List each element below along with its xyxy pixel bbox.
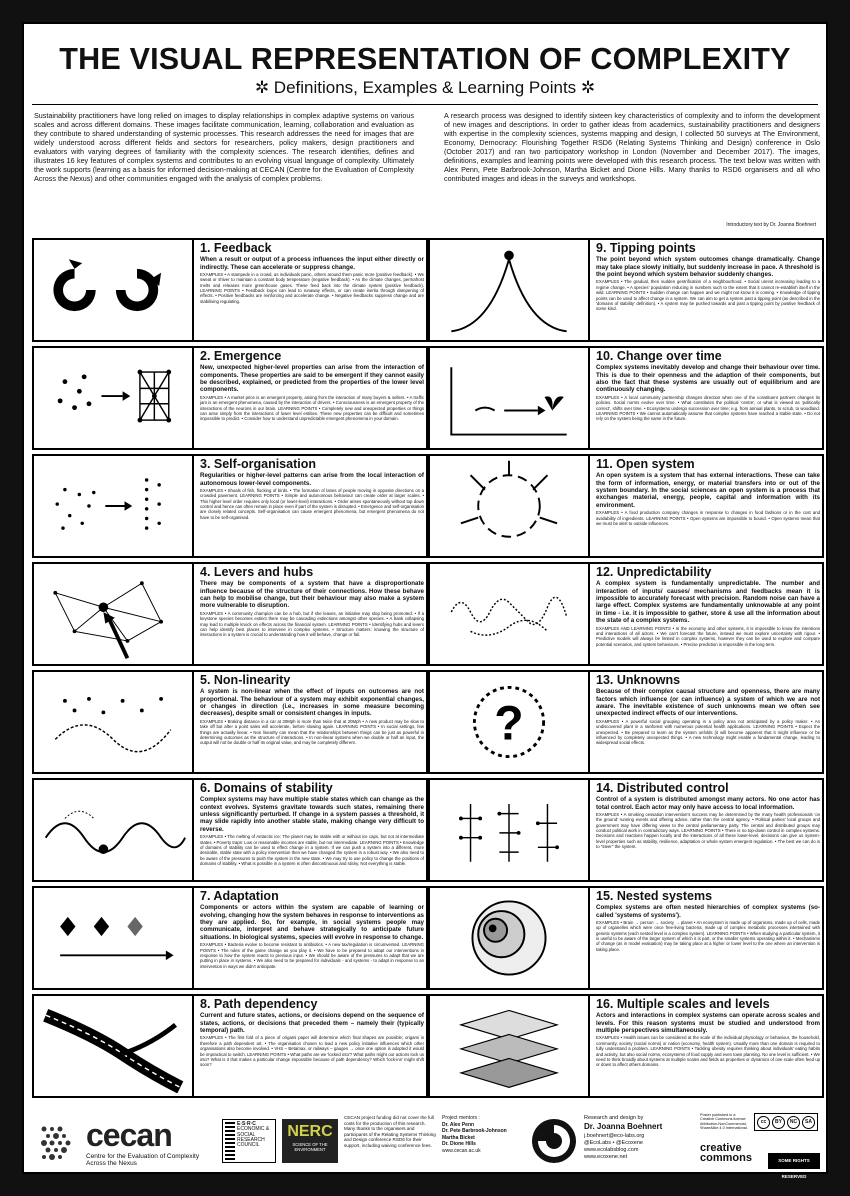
poster [22, 22, 828, 1179]
feature-examples: EXAMPLES AND LEARNING POINTS • In the economy and other systems, it is impossible to know the intentions and interactions of all actors. • We can't forecast the future, instead we must explore uncertainty with rigour. • Predictive models will always be limited in complex systems, however they can be used to explore and compare potential scenarios, and system behaviours. • Precise prediction is impossible in the long term. [596, 625, 820, 647]
feature-text [200, 890, 424, 986]
esrc-logo [222, 1119, 276, 1163]
feature-examples: EXAMPLES • Shoals of fish, flocking of birds. • The formation of lanes of people moving in opposite directions on a crowded pavement. LEARNING POINTS • Simple and autonomous behaviour can create order at larger scales. • This higher level order requires only local (or lower-level) interactions. • Order arises spontaneously without top down control and hence can often remain in place even if part of the system is disrupted. • Emergence and self-organisation are closely related concepts. Self-organisation can cause emergent phenomena, but emergent phenomena do not have to be self-organised. [200, 488, 424, 520]
feature-diagram-icon [34, 348, 192, 448]
feature-card [32, 238, 428, 342]
feature-title: 2. Emergence [200, 349, 282, 363]
nerc-subtitle: SCIENCE OF THE ENVIRONMENT [292, 1142, 328, 1152]
mentors-label: Project mentors : [442, 1115, 480, 1121]
feature-title: 12. Unpredictability [596, 565, 712, 579]
feature-illustration [430, 240, 590, 340]
feature-title: 7. Adaptation [200, 889, 279, 903]
feature-title: 1. Feedback [200, 241, 272, 255]
feature-definition: New, unexpected higher-level properties can arise from the interaction of components. These properties are said to be emergent if they cannot easily be described, explained, or predicted from the properties of the lower level components. [200, 364, 424, 394]
mentors [442, 1115, 522, 1154]
feature-text [596, 782, 820, 878]
feature-definition: Complex systems are often nested hierarchies of complex systems (so-called 'systems of systems'). [596, 904, 820, 919]
feature-card [428, 778, 824, 882]
feature-illustration [34, 672, 194, 772]
feature-diagram-icon [34, 456, 192, 556]
cc-sa-icon: SA [802, 1116, 815, 1129]
feature-diagram-icon [34, 672, 192, 772]
feature-text [200, 998, 424, 1094]
feature-title: 14. Distributed control [596, 781, 729, 795]
feature-card [428, 238, 824, 342]
feature-examples: EXAMPLES • Bacteria evolve to become resistant to antibiotics. • A new tax/regulation is circumvented. LEARNING POINTS • The rules of the game change as you play it. • We have to be prepared to adapt our interventions in response to how the system reacts to previous input. • We should be aware of the pressures to adapt that we are putting in place in systems. • We also need to be prepared for individuals - and systems - to adapt in response to an intervention in ways we didn't anticipate. [200, 942, 424, 969]
feature-examples: EXAMPLES • A community champion can be a hub, but if she leaves, an initiative may stop being promoted. • If a keystone species becomes extinct there may be cascading extinctions amongst other species. • A bank collapsing may lead to multiple knock on effects across the financial system. LEARNING POINTS • Identifying hubs and levers can help identify best places to intervene in complex systems. • Structure matters: knowing the structure of interactions in a system is crucial to understanding how it will behave, change or fail. [200, 610, 424, 638]
mentor-name: Dr. Pete Barbrook-Johnson [442, 1128, 507, 1134]
divider [32, 104, 818, 105]
feature-illustration [34, 564, 194, 664]
cc-some-rights: SOME RIGHTS RESERVED [768, 1153, 820, 1169]
feature-illustration [34, 456, 194, 556]
feature-card [428, 994, 824, 1098]
feature-definition: Control of a system is distributed amongst many actors. No one actor has total control. Each actor may only have access to local information. [596, 796, 820, 811]
esrc-name: ECONOMIC & SOCIAL RESEARCH COUNCIL [237, 1126, 270, 1148]
feature-card [32, 778, 428, 882]
nerc-wordmark: NERC [287, 1123, 333, 1140]
feature-card [428, 886, 824, 990]
cc-badge [754, 1113, 818, 1131]
feature-diagram-icon [430, 780, 588, 880]
feature-text [596, 350, 820, 446]
feature-text [200, 458, 424, 554]
feature-title: 8. Path dependency [200, 997, 318, 1011]
designer-social[interactable]: @EcoLabs • @Ecoxene [584, 1139, 643, 1146]
feature-text [596, 890, 820, 986]
page-title: THE VISUAL REPRESENTATION OF COMPLEXITY [59, 42, 791, 76]
feature-examples: EXAMPLES • A smoking cessation intervention's success may be determined by the many health professionals 'on the ground' running events and offering advice, rather than the central agency. • Political parties' local groups and government may have differing views to the central parliamentary party. The central and distributed groups may conduct political work in contradictory ways. LEARNING POINTS • There is no top-down control in complex systems. Decisions and reactions happen locally and the interactions of all these lower-level, decisions can give us system-level properties such as stability, resilience, adaptation or whole system emergent regulation. • The best we can do is to "steer" the system. [596, 812, 820, 850]
cecan-wordmark: cecan [86, 1117, 172, 1153]
feature-illustration [430, 888, 590, 988]
feature-title: 16. Multiple scales and levels [596, 997, 770, 1011]
design-label: Research and design by [584, 1115, 644, 1121]
feature-illustration [34, 888, 194, 988]
feature-diagram-icon [34, 996, 192, 1096]
feature-text [200, 242, 424, 338]
mentor-name: Dr. Dione Hills [442, 1141, 476, 1147]
feature-card [428, 562, 824, 666]
feature-definition: There may be components of a system that have a disproportionate influence because of the structure of their connections. How these behave can help to mobilise change, but their behaviour may also make a system more vulnerable to disruption. [200, 580, 424, 610]
feature-diagram-icon [34, 780, 192, 880]
feature-illustration [430, 996, 590, 1096]
feature-examples: EXAMPLES • Health issues can be considered at the scale of the individual physiology or behaviour, the household, community, society (social norms) or nation (economy, health system). Usually more than one domain is required to fully understand a problem. LEARNING POINTS • Tackling obesity requires thinking about individuals' eating habits and activity, but also social norms, ecosystems of food supply and even town planning. No one level is sufficient. • We need to think broadly about systems at multiple scales and fields as properties or dynamics of one scale often feed up or down to affect others domains. [596, 1035, 820, 1068]
page-subtitle: ✲ Definitions, Examples & Learning Points ✲ [254, 78, 596, 97]
feature-card [32, 346, 428, 450]
feature-text [596, 566, 820, 662]
feature-examples: EXAMPLES • The first fold of a piece of origami paper will determine which final shapes are possible; origami is therefore a path dependent art. • The organisation chosen to lead a new policy initiative influences which other organisations also become involved. • VHS – Betamax, or railways – gauges → once one option is adopted it would be impractical to switch. LEARNING POINTS • What paths are we 'locked into'? What paths might our actions lock us into? What is it that makes a particular change impossible because of path dependency? Which 'lock-ins' might shift soon? [200, 1035, 424, 1068]
feature-text [200, 350, 424, 446]
nerc-logo [282, 1119, 338, 1163]
feature-illustration [34, 996, 194, 1096]
feature-diagram-icon [430, 564, 588, 664]
feature-definition: Current and future states, actions, or decisions depend on the sequence of states, actions, or decisions that preceded them – namely their (typically temporal) path. [200, 1012, 424, 1034]
feature-definition: Components or actors within the system are capable of learning or evolving, changing how the system behaves in response to interventions as they are applied. So, for example, in social systems people may communicate, interpret and behave strategically to anticipate future situations. In biological systems, species will evolve in response to change. [200, 904, 424, 941]
cecan-tagline: Centre for the Evaluation of Complexity Across the Nexus [86, 1153, 200, 1168]
feature-card [32, 994, 428, 1098]
intro-right: A research process was designed to identify sixteen key characteristics of complexity and to inform the development of new images and descriptions. In order to gather ideas from academics, sustainability practitioners and designers with expertise in the complexity sciences, systems mapping and design, I collected 50 surveys at The Environment, Economy, Democracy: Flourishing Together RSD6 (Relating Systems Thinking and Design) conference in Oslo (October 2017) and ran two participatory workshop in London (November and December 2017). The images, definitions, examples and learning points were developed with this research process. The text below was written with Alex Penn, Pete Barbrook-Johnson, Martha Bicket and Dione Hills. Many thanks to RSD6 organisers and all who contributed images and ideas in the surveys and workshops. [444, 111, 820, 183]
funding-note: CECAN project funding did not cover the full costs for the production of this research. Many thanks to the organisers and participants of the Relating Systems Thinking and Design conference RSD6 for their support, including waiving conference fees. [344, 1115, 436, 1148]
feature-illustration [34, 780, 194, 880]
design-credit [584, 1115, 694, 1161]
feature-examples: EXAMPLES • The melting of Antarctic ice: The planet may be stable with or without ice caps, but not at intermediate states. • Poverty traps: Low or reasonable incomes are stable, but not intermediate. LEARNING POINTS • Knowledge of domains of stability can be used to effect change in a system. If we can push a system into a different, more desirable, stable state with a policy intervention then we have changed the system in a robust way. • We also need to be aware of the pressures to push the system in the new state. • We may try to use policy to change the positions of domains of stability. • What is possible in a system is often discontinuous and sticky. Not everything is stable. [200, 834, 424, 867]
feature-illustration [430, 348, 590, 448]
esrc-short: E·S·R·C [237, 1121, 256, 1127]
creative-commons [700, 1113, 822, 1179]
feature-definition: An open system is a system that has external interactions. These can take the form of information, energy, or material transfers into or out of the system boundary. In the social sciences an open system is a process that exchanges material, energy, people, capital and information with its environment. [596, 472, 820, 509]
designer-name: Dr. Joanna Boehnert [584, 1122, 663, 1132]
feature-card [428, 670, 824, 774]
feature-diagram-icon [34, 564, 192, 664]
svg-text:?: ? [494, 696, 524, 751]
cecan-dots-icon [38, 1123, 78, 1163]
cc-wordmark: creative commons [700, 1142, 752, 1165]
intro-credit: Introductory text by Dr. Joanna Boehnert [726, 222, 816, 228]
feature-card [32, 454, 428, 558]
feature-examples: EXAMPLES • A local community partnership changes direction when one of the constituent partners changes its policies. Social norms evolve over time. • What constitutes the political 'centre', or what is viewed as 'politically correct', shifts over time. • Ecosystems undergo succession over time; e.g. from annual plants, to scrub, to woodland. LEARNING POINTS • We cannot automatically assume that complex systems have reached a stable state. • Do not rely on the system being the same in the future. [596, 394, 820, 422]
designer-site[interactable]: www.ecolabsblog.com [584, 1146, 639, 1153]
cc-by-icon: BY [772, 1116, 785, 1129]
cecan-logo [38, 1117, 208, 1167]
feature-definition: Because of their complex causal structure and openness, there are many factors which influence (or can influence) a system of which we are not aware. The inevitable existence of such unknowns mean we often see unexpected indirect effects of our interventions. [596, 688, 820, 718]
feature-card [32, 670, 428, 774]
feature-diagram-icon [430, 672, 588, 772]
feature-text [200, 674, 424, 770]
feature-illustration [430, 780, 590, 880]
footer [24, 1109, 826, 1179]
feature-illustration [34, 240, 194, 340]
feature-title: 10. Change over time [596, 349, 722, 363]
cc-license-note: Poster published in a Creative Commons license: Attribution-NonCommercial-ShareAlike 4.0 International. [700, 1113, 748, 1131]
feature-illustration [430, 672, 590, 772]
feature-card [32, 886, 428, 990]
feature-text [596, 674, 820, 770]
feature-definition: Complex systems inevitably develop and change their behaviour over time. This is due to their openness and the adaption of their components, but also the fact that these systems are usually out of equilibrium and are continuously changing. [596, 364, 820, 394]
feature-examples: EXAMPLES • Braking distance in a car at 30Mph is more than twice that at 20Mph • A new product may be slow to take off but after a point sales will accelerate, before slowing again. LEARNING POINTS • In social settings, few things are actually linear. • Non linearity can mean that the relationships between things can be just as powerful in determining outcomes as the structure of interactions. • In non-linear systems when we double or half an input, the output will not be double or half its original value, and may be completely different. [200, 718, 424, 746]
feature-examples: EXAMPLES • Brain → person → society → planet • An ecosystem is made up of organisms, made up of cells, made up of organelles which were once free-living bacteria, made up of complex metabolic processes intertwined with genetic systems (each nested level is a complex system). LEARNING POINTS • When studying a particular system, it is useful to be aware of the larger system of which it is part, or the smaller systems operating within it. • Mechanisms of change (as in model evaluation) may be taking place at a higher or lower level to the one where an intervention is taking place. [596, 920, 820, 952]
feature-examples: EXAMPLES • A stampede in a crowd, as individuals panic, others around them panic more (positive feedback). • We sweat or shiver to maintain a constant body temperature (negative feedback). • As the climate changes, permafrost melts and releases more greenhouse gases. These feed back into the climate system (positive feedback). LEARNING POINTS • Feedback loops can lead to runaway effects, or can create inertia through dampening of effects. • Positive feedbacks are reinforcing and accelerate change. • Negative feedbacks suppress change and are stabilising regulating. [200, 272, 424, 304]
designer-site[interactable]: www.ecoxene.net [584, 1153, 628, 1160]
feature-text [200, 566, 424, 662]
feature-diagram-icon [430, 996, 588, 1096]
feature-illustration [430, 564, 590, 664]
feature-examples: EXAMPLES • A food production company changes in response to changes in food fashions or in the cost and availability of ingredients. LEARNING POINTS • Open systems are impossible to bound. • Open systems mean that we must be alert to outside influences. [596, 510, 820, 527]
feature-card [428, 346, 824, 450]
feature-examples: EXAMPLES • A powerful social grouping operating in a policy area not anticipated by a policy maker. • An undiscovered plant in a rainforest with numerous potential health applications. LEARNING POINTS • Expect the unexpected. • Be prepared to learn as the system unfolds (it will become apparent that it might influence or be influenced by completely unexpected things. • A new technology might enable a fundamental change, leading to widespread social effects. [596, 718, 820, 746]
feature-examples: EXAMPLES • A market price is an emergent property, arising from the interaction of many buyers & sellers. • A traffic jam is an emergent phenomena, caused by the interaction of drivers. • Consciousness is an emergent property of the interactions of the neurons in our brain. LEARNING POINTS • Completely new and unexpected properties or things can arise simply from the interactions of lower level entities. These new properties can be difficult and sometimes impossible to predict. • Consider how to understand unpredictable emergent phenomena in your domain. [200, 394, 424, 422]
feature-diagram-icon [430, 456, 588, 556]
feature-diagram-icon [34, 240, 192, 340]
feature-title: 9. Tipping points [596, 241, 696, 255]
feature-illustration [34, 348, 194, 448]
feature-text [200, 782, 424, 878]
feature-definition: Actors and interactions in complex systems can operate across scales and levels. For this reason systems must be studied and understood from multiple perspectives simultaneously. [596, 1012, 820, 1034]
feature-definition: When a result or output of a process influences the input either directly or indirectly. These can accelerate or suppress change. [200, 256, 424, 271]
feature-title: 6. Domains of stability [200, 781, 333, 795]
feature-text [596, 242, 820, 338]
ecolabs-swirl-icon [530, 1117, 578, 1165]
feature-title: 5. Non-linearity [200, 673, 291, 687]
cecan-url[interactable]: www.cecan.ac.uk [442, 1147, 481, 1154]
feature-diagram-icon [430, 348, 588, 448]
feature-card [32, 562, 428, 666]
feature-title: 3. Self-organisation [200, 457, 316, 471]
feature-definition: A complex system is fundamentally unpredictable. The number and interaction of inputs/ causes/ mechanisms and feedbacks mean it is impossible to accurately forecast with precision. Random noise can have a large effect. Complex systems are fundamentally unknowable at any point in time - i.e. it is impossible to gather, store & use all the information about the state of a complex systems. [596, 580, 820, 625]
feature-definition: The point beyond which system outcomes change dramatically. Change may take place slowly initially, but suddenly increase in pace. A threshold is the point beyond which system behavior suddenly changes. [596, 256, 820, 278]
mentor-name: Martha Bicket [442, 1134, 475, 1141]
feature-diagram-icon [430, 240, 588, 340]
feature-definition: Complex systems may have multiple stable states which can change as the context evolves. Systems gravitate towards such states, remaining there unless significantly perturbed. If change in a system passes a threshold, it may slide rapidly into another stable state, making change very difficult to reverse. [200, 796, 424, 833]
feature-title: 15. Nested systems [596, 889, 713, 903]
intro-left: Sustainability practitioners have long relied on images to display relationships in complex adaptive systems on various scales and across different domains. These images facilitate communication, learning, collaboration and evaluation as they contribute to shared understanding of systemic processes. This research addresses the need for images that are widely understood across different fields and sectors for researchers, policy makers, design practitioners and evaluators with varying degrees of familiarity with the complexity sciences. The research identifies, defines and illustrates 16 key features of complex systems and contributes to an evolving visual language of complexity. Ultimately the work supports (learning as a basis for informed decision-making at CECAN (Centre for the Evaluation of Complexity Across the Nexus) and other communities engaged with the analysis of complex problems. [34, 111, 414, 183]
feature-card [428, 454, 824, 558]
feature-title: 13. Unknowns [596, 673, 681, 687]
esrc-bar-icon [225, 1122, 235, 1160]
feature-title: 4. Levers and hubs [200, 565, 314, 579]
designer-email[interactable]: j.boehnert@eco-labs.org [584, 1132, 645, 1139]
feature-examples: EXAMPLES • The gradual, then sudden gentrification of a neighbourhood. • Social unrest increasing leading to a regime change. • A species' population reducing in numbers such to the extent that it cannot re-establish itself in the wild. LEARNING POINTS • Sudden change can happen and we might not know it is coming. • Knowledge of tipping points can be used to affect change in a system. We can aim to get a system past a tipping point (as described in the 'domains of stability' definition). • A system may be pushed towards and past a tipping point by positive feedback of some kind. [596, 279, 820, 312]
feature-definition: A system is non-linear when the effect of inputs on outcomes are not proportional. The behaviour of a system may exhibit exponential changes, or changes in direction (i.e., increases in some measure becoming decreases), despite small or consistent changes in inputs. [200, 688, 424, 718]
feature-text [596, 998, 820, 1094]
feature-text [596, 458, 820, 554]
feature-illustration [430, 456, 590, 556]
mentor-name: Dr. Alex Penn [442, 1121, 475, 1128]
cc-icon: cc [757, 1116, 770, 1129]
feature-definition: Regularities or higher-level patterns can arise from the local interaction of autonomous lower-level components. [200, 472, 424, 487]
feature-diagram-icon [430, 888, 588, 988]
feature-diagram-icon [34, 888, 192, 988]
cc-nc-icon: NC [787, 1116, 800, 1129]
feature-title: 11. Open system [596, 457, 695, 471]
